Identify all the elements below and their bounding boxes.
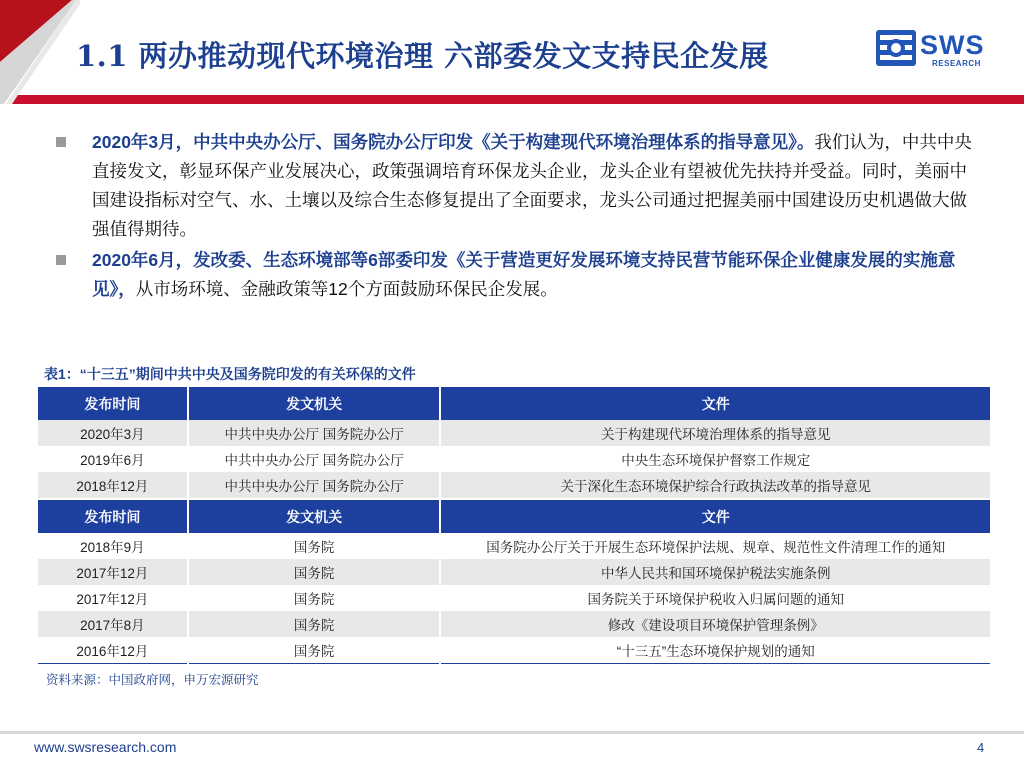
cell-date: 2017年12月 [38, 585, 188, 611]
cell-document: 国务院关于环境保护税收入归属问题的通知 [440, 585, 990, 611]
cell-document: 关于构建现代环境治理体系的指导意见 [440, 420, 990, 446]
cell-issuer: 中共中央办公厅 国务院办公厅 [188, 420, 441, 446]
cell-issuer: 国务院 [188, 637, 441, 664]
cell-issuer: 国务院 [188, 585, 441, 611]
cell-date: 2019年6月 [38, 446, 188, 472]
logo-sub: RESEARCH [932, 59, 981, 68]
documents-table [38, 387, 990, 664]
table-caption: 表1：“十三五”期间中共中央及国务院印发的有关环保的文件 [44, 366, 416, 382]
bullet-list [52, 128, 982, 306]
sws-logo [874, 26, 1004, 76]
cell-date: 2017年8月 [38, 611, 188, 637]
table-row [38, 585, 990, 611]
cell-issuer: 国务院 [188, 611, 441, 637]
table-row [38, 420, 990, 446]
header-document: 文件 [440, 387, 990, 420]
bullet-square-icon [56, 137, 66, 147]
bullet-body: 我们认为，中共中央直接发文，彰显环保产业发展决心，政策强调培育环保龙头企业，龙头企业有望被优先扶持并受益。同时，美丽中国建设指标对空气、水、土壤以及综合生态修复提出了全面要求，龙头公司通过把握美丽中国建设历史机遇做大做强值得期待。 [92, 132, 972, 239]
table-header-row [38, 387, 990, 420]
slide-header [0, 0, 1024, 104]
cell-date: 2016年12月 [38, 637, 188, 664]
header-issuer: 发文机关 [188, 499, 441, 533]
sws-logo-icon [874, 26, 918, 70]
table-row [38, 637, 990, 664]
bullet-item [52, 128, 982, 244]
cell-issuer: 国务院 [188, 559, 441, 585]
footer-divider [0, 731, 1024, 734]
bullet-body: 从市场环境、金融政策等12个方面鼓励环保民企发展。 [135, 279, 558, 299]
cell-date: 2018年9月 [38, 533, 188, 559]
table-row [38, 533, 990, 559]
table-header-row [38, 499, 990, 533]
page-title: 1.1 两办推动现代环境治理 六部委发文支持民企发展 [76, 39, 769, 73]
bullet-square-icon [56, 255, 66, 265]
cell-document: “十三五”生态环境保护规划的通知 [440, 637, 990, 664]
header-date: 发布时间 [38, 387, 188, 420]
header-document: 文件 [440, 499, 990, 533]
cell-document: 国务院办公厅关于开展生态环境保护法规、规章、规范性文件清理工作的通知 [440, 533, 990, 559]
cell-date: 2017年12月 [38, 559, 188, 585]
cell-document: 关于深化生态环境保护综合行政执法改革的指导意见 [440, 472, 990, 499]
cell-issuer: 中共中央办公厅 国务院办公厅 [188, 446, 441, 472]
cell-document: 中央生态环境保护督察工作规定 [440, 446, 990, 472]
table-row [38, 611, 990, 637]
table-row [38, 472, 990, 499]
table-row [38, 446, 990, 472]
cell-date: 2020年3月 [38, 420, 188, 446]
cell-date: 2018年12月 [38, 472, 188, 499]
table-row [38, 559, 990, 585]
cell-issuer: 中共中央办公厅 国务院办公厅 [188, 472, 441, 499]
table-source: 资料来源：中国政府网，申万宏源研究 [46, 673, 259, 687]
cell-document: 修改《建设项目环境保护管理条例》 [440, 611, 990, 637]
bullet-item [52, 246, 982, 304]
logo-name: SWS [920, 30, 985, 60]
bullet-emphasis: 2020年6月，发改委、生态环境部等6部委印发《关于营造更好发展环境支持民营节能环保企业健康发展的实施意见》， [92, 250, 956, 299]
header-issuer: 发文机关 [188, 387, 441, 420]
page-number: 4 [977, 740, 985, 755]
bullet-emphasis: 2020年3月，中共中央办公厅、国务院办公厅印发《关于构建现代环境治理体系的指导意见》。 [92, 132, 815, 152]
footer-url[interactable]: www.swsresearch.com [34, 739, 177, 755]
cell-document: 中华人民共和国环境保护税法实施条例 [440, 559, 990, 585]
cell-issuer: 国务院 [188, 533, 441, 559]
header-date: 发布时间 [38, 499, 188, 533]
